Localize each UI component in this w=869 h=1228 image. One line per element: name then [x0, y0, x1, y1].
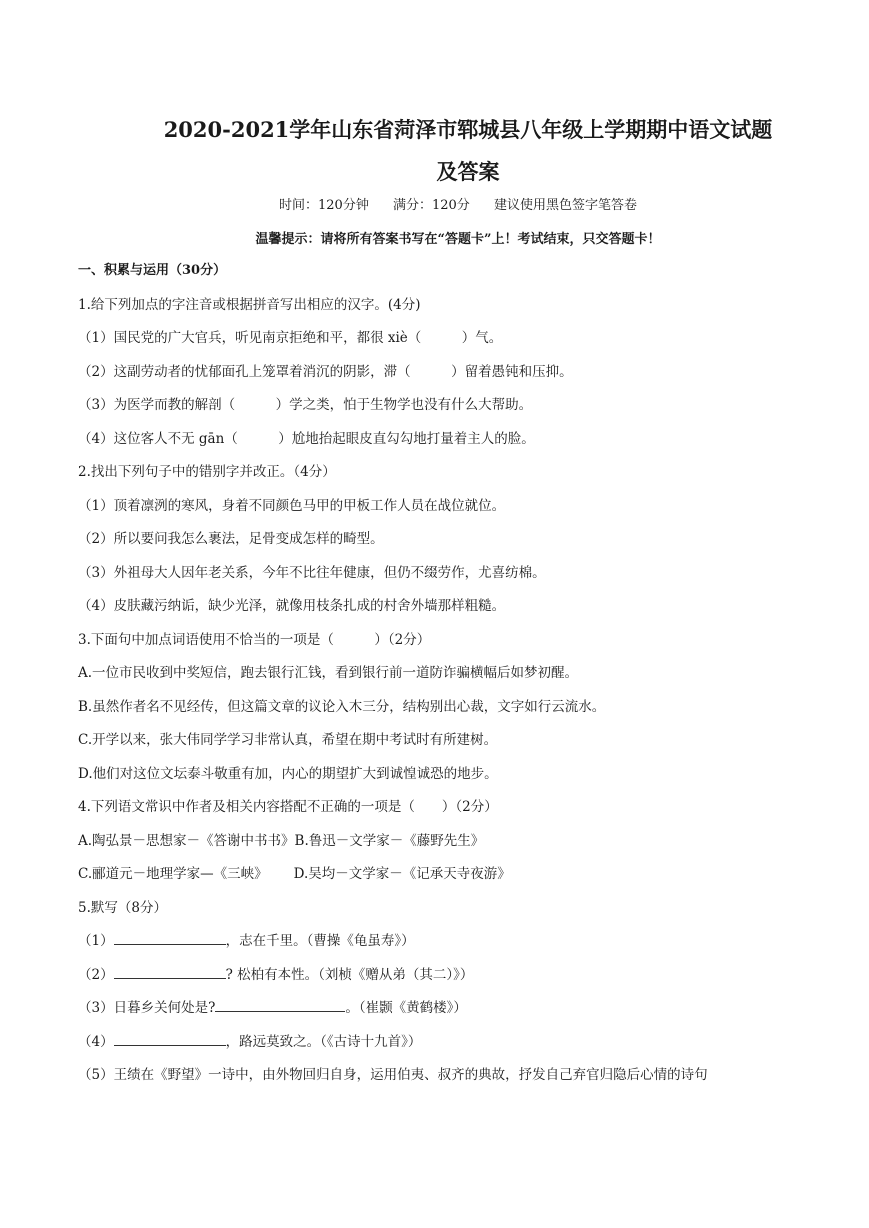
question-4-option-b: B.鲁迅－文学家－《藤野先生》	[294, 832, 485, 849]
answer-blank[interactable]	[215, 997, 345, 1012]
question-4-option-a: A.陶弘景－思想家－《答谢中书书》	[78, 832, 295, 849]
question-5-item-1	[78, 930, 798, 952]
item-text: ，路远莫致之。（《古诗十九首》）	[225, 1033, 422, 1050]
question-5-item-5: （5）王绩在《野望》一诗中，由外物回归自身，运用伯夷、叔齐的典故，抒发自己弃官归隐后心情的诗句	[78, 1067, 708, 1083]
question-5-item-2	[78, 964, 798, 986]
question-2-item: （1）顶着凛洌的寒风，身着不同颜色马甲的甲板工作人员在战位就位。	[78, 497, 506, 514]
item-text: ，志在千里。（曹操《龟虽寿》）	[225, 933, 415, 949]
item-text: （3）日暮乡关何处是?	[78, 1000, 216, 1016]
answer-blank[interactable]	[114, 930, 226, 945]
exam-page	[78, 108, 798, 1086]
question-4-options-cd	[78, 863, 798, 885]
item-text: 。（崔颢《黄鹤楼》）	[345, 1000, 467, 1016]
item-text: ? 松柏有本性。（刘桢《赠从弟（其二）》）	[225, 966, 474, 983]
question-1-item: （3）为医学而教的解剖（ ）学之类，怕于生物学也没有什么大帮助。	[78, 397, 533, 413]
question-2-item: （4）皮肤藏污纳诟，缺少光泽，就像用枝条扎成的村舍外墙那样粗糙。	[78, 598, 506, 614]
answer-blank[interactable]	[114, 1031, 226, 1046]
exam-meta	[78, 194, 798, 218]
question-2-item: （3）外祖母大人因年老关系，今年不比往年健康，但仍不缀劳作，尤喜纺棉。	[78, 564, 546, 581]
exam-pen-advice: 建议使用黑色签字笔答卷	[493, 198, 637, 213]
question-5-stem: 5.默写（8分）	[78, 899, 167, 916]
question-4-stem: 4.下列语文常识中作者及相关内容搭配不正确的一项是（ ）（2分）	[78, 799, 498, 815]
question-1-stem: 1.给下列加点的字注音或根据拼音写出相应的汉字。(4分)	[78, 296, 421, 313]
question-3-option: B.虽然作者名不见经传，但这篇文章的议论入木三分，结构别出心裁，文字如行云流水。	[78, 698, 606, 715]
question-4-options-ab	[78, 830, 798, 852]
question-1-item: （2）这副劳动者的忧郁面孔上笼罩着消沉的阴影，滞（ ）留着愚钝和压抑。	[78, 363, 573, 380]
question-3-option: C.开学以来，张大伟同学学习非常认真，希望在期中考试时有所建树。	[78, 732, 498, 748]
question-2-stem: 2.找出下列句子中的错别字并改正。（4分）	[78, 464, 336, 480]
question-5-item-3	[78, 997, 798, 1019]
question-3-option: A.一位市民收到中奖短信，跑去银行汇钱，看到银行前一道防诈骗横幅后如梦初醒。	[78, 665, 579, 681]
question-1-item: （4）这位客人不无 gān（ ）尬地抬起眼皮直勾勾地打量着主人的脸。	[78, 430, 535, 447]
exam-time: 时间：120分钟	[279, 198, 369, 213]
warm-tip: 温馨提示：请将所有答案书写在“答题卡”上！考试结束，只交答题卡！	[255, 232, 661, 247]
question-4-option-c: C.郦道元－地理学家—《三峡》	[78, 866, 268, 882]
exam-score: 满分：120分	[392, 198, 470, 213]
question-5-item-4	[78, 1031, 798, 1053]
item-number: （4）	[78, 1033, 114, 1050]
question-3-stem: 3.下面句中加点词语使用不恰当的一项是（ ）（2分）	[78, 631, 431, 648]
section-heading: 一、积累与运用（30分）	[78, 263, 227, 278]
question-3-option: D.他们对这位文坛泰斗敬重有加，内心的期望扩大到诚惶诚恐的地步。	[78, 765, 498, 782]
exam-title-continued: 及答案	[436, 159, 500, 184]
answer-blank[interactable]	[114, 964, 226, 979]
question-1-item: （1）国民党的广大官兵，听见南京拒绝和平，都很 xiè（ ）气。	[78, 330, 503, 346]
question-2-item: （2）所以要问我怎么裹法，足骨变成怎样的畸型。	[78, 531, 384, 547]
item-number: （1）	[78, 933, 114, 949]
item-number: （2）	[78, 966, 114, 983]
question-4-option-d: D.吴均－文学家－《记承天寺夜游》	[293, 866, 511, 882]
exam-title: 2020-2021学年山东省菏泽市郓城县八年级上学期期中语文试题	[163, 117, 773, 142]
